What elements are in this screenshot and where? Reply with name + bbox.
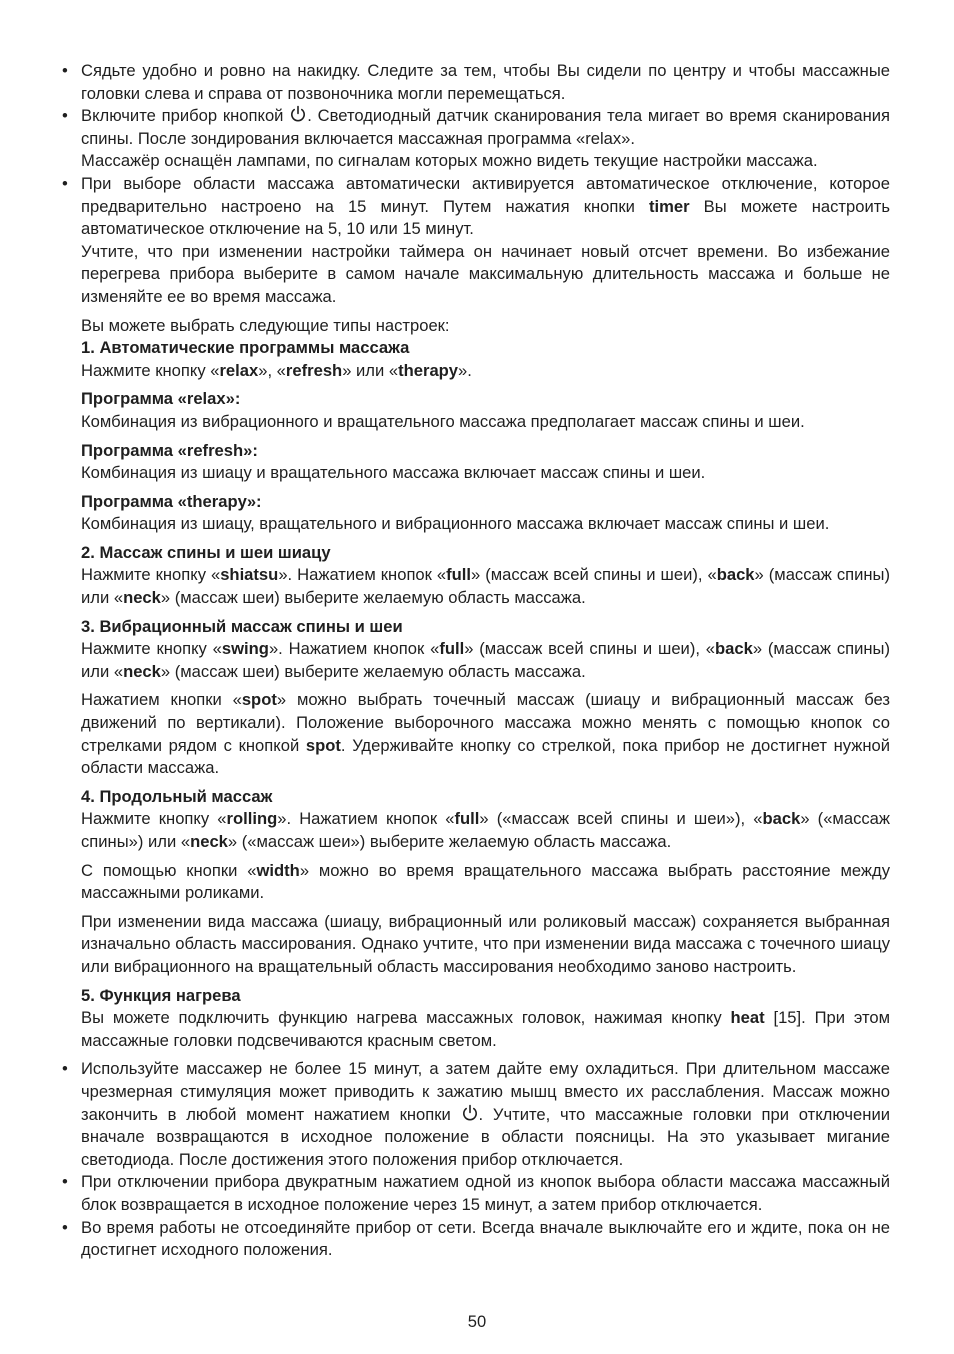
bullet-mark: • [62, 1172, 68, 1192]
bullet-text-post: . Учтите, что массажные головки при отключении вначале возвращаются в исходное положение в области поясницы. На это указывает мигание светодиода. После достижения этого положения прибор отключается. [81, 1104, 890, 1169]
power-icon [461, 1104, 479, 1122]
paragraph-heat: Вы можете подключить функцию нагрева массажных головок, нажимая кнопку heat [15]. При этом массажные головки подсвечиваются красным светом. [81, 1008, 891, 1050]
keyword-back: back [716, 565, 755, 585]
bullet-text: Сядьте удобно и ровно на накидку. Следите за тем, чтобы Вы сидели по центру и чтобы массажные головки слева и справа от позвоночника могли перемещаться. [81, 61, 890, 103]
paragraph-mode-change: При изменении вида массажа (шиацу, вибрационный или роликовый массаж) сохраняется выбранная изначально область массирования. Однако учтите, что при изменении вида массажа с точечного шиацу или вибрационного на вращательный область массирования необходимо заново настроить. [81, 911, 890, 976]
paragraph-lamps: Массажёр оснащён лампами, по сигналам которых можно видеть текущие настройки массажа. [81, 151, 818, 171]
keyword-refresh: refresh [285, 360, 343, 380]
bullet-mark: • [62, 1059, 68, 1079]
paragraph-shiatsu: Нажмите кнопку «shiatsu». Нажатием кнопок «full» (массаж всей спины и шеи), «back» (массаж спины) или «neck» (массаж шеи) выберите желаемую область массажа. [81, 565, 890, 608]
paragraph-therapy: Комбинация из шиацу, вращательного и вибрационного массажа включает массаж спины и шеи. [81, 514, 830, 534]
keyword-swing: swing [221, 639, 269, 659]
keyword-back: back [715, 639, 753, 659]
keyword-spot: spot [305, 735, 341, 755]
keyword-shiatsu: shiatsu [220, 565, 279, 585]
bullet-mark: • [62, 1217, 68, 1237]
keyword-neck: neck [123, 588, 161, 608]
section-heading-heat: 5. Функция нагрева [81, 985, 241, 1005]
keyword-neck: neck [123, 661, 161, 681]
paragraph-spot: Нажатием кнопки «spot» можно выбрать точечный массаж (шиацу и вибрационный массаж без движений по вертикали). Положение выборочного массажа можно менять с помощью кнопок со стрелками рядом с кнопкой spot. Удерживайте кнопку со стрелкой, пока прибор не достигнет нужной области массажа. [81, 690, 890, 778]
keyword-timer: timer [649, 196, 690, 216]
bullet-mark: • [62, 61, 68, 80]
paragraph-rolling: Нажмите кнопку «rolling». Нажатием кнопок «full» («массаж всей спины и шеи»), «back» («массаж спины») или «neck» («массаж шеи») выберите желаемую область массажа. [81, 809, 890, 851]
subheading-refresh: Программа «refresh»: [81, 440, 258, 460]
paragraph-types-intro: Вы можете выбрать следующие типы настроек: [81, 315, 450, 335]
section-heading-shiatsu: 2. Массаж спины и шеи шиацу [81, 542, 331, 562]
keyword-relax: relax [219, 360, 259, 380]
bullet-mark: • [62, 173, 68, 193]
subheading-relax: Программа «relax»: [81, 389, 241, 409]
bullet-text: Во время работы не отсоединяйте прибор от сети. Всегда вначале выключайте его и ждите, пока он не достигнет исходного положения. [81, 1217, 890, 1260]
bullet-text-post: Вы можете настроить автоматическое отключение на 5, 10 или 15 минут. [81, 196, 890, 239]
section-heading-auto-programs: 1. Автоматические программы массажа [81, 338, 410, 358]
page-number: 50 [467, 1312, 487, 1331]
bullet-item-unplug [62, 1217, 890, 1262]
bullet-item-double-press [62, 1171, 890, 1216]
paragraph-auto-programs: Нажмите кнопку «relax», «refresh» или «therapy». [81, 360, 472, 380]
paragraph-timer-note: Учтите, что при изменении настройки таймера он начинает новый отсчет времени. Во избежание перегрева прибора выберите в самом начале максимальную длительность массажа и больше не изменяйте ее во время массажа. [81, 241, 890, 306]
bullet-item-auto-off [62, 173, 890, 241]
keyword-spot: spot [241, 690, 277, 710]
section-heading-vibration: 3. Вибрационный массаж спины и шеи [81, 616, 403, 636]
bullet-text-pre: Включите прибор кнопкой [81, 106, 290, 126]
keyword-full: full [439, 639, 465, 659]
paragraph-width: С помощью кнопки «width» можно во время вращательного массажа выбрать расстояние между массажными роликами. [81, 860, 890, 903]
bullet-text-post: . Светодиодный датчик сканирования тела мигает во время сканирования спины. После зондирования включается массажная программа «relax». [81, 106, 890, 148]
keyword-heat: heat [730, 1008, 765, 1028]
keyword-neck: neck [190, 832, 228, 851]
paragraph-vibration: Нажмите кнопку «swing». Нажатием кнопок «full» (массаж всей спины и шеи), «back» (массаж спины) или «neck» (массаж шеи) выберите желаемую область массажа. [81, 639, 890, 681]
keyword-back: back [762, 809, 801, 829]
power-icon [289, 105, 307, 123]
bullet-text: При отключении прибора двукратным нажатием одной из кнопок выбора области массажа массажный блок возвращается в исходное положение через 15 минут, а затем прибор отключается. [81, 1172, 890, 1214]
paragraph-relax: Комбинация из вибрационного и вращательного массажа предполагает массаж спины и шеи. [81, 411, 805, 431]
keyword-rolling: rolling [226, 809, 278, 829]
document-page [62, 60, 890, 1262]
bullet-item-sit [62, 60, 890, 105]
section-heading-rolling: 4. Продольный массаж [81, 786, 273, 806]
bullet-mark: • [62, 106, 68, 126]
bullet-text-pre: При выборе области массажа автоматически активируется автоматическое отключение, которое предварительно настроено на 15 минут. Путем нажатия кнопки [81, 173, 890, 216]
keyword-full: full [446, 565, 472, 585]
keyword-full: full [454, 809, 480, 829]
bullet-text-pre: Используйте массажер не более 15 минут, а затем дайте ему охладиться. При длительном массаже чрезмерная стимуляция может приводить к зажатию мышц вместо их расслабления. Массаж можно закончить в любой момент нажатием кнопки [81, 1059, 890, 1124]
bullet-item-duration [62, 1058, 890, 1171]
bullet-item-power-on [62, 105, 890, 150]
paragraph-refresh: Комбинация из шиацу и вращательного массажа включает массаж спины и шеи. [81, 463, 706, 483]
keyword-width: width [256, 860, 300, 880]
keyword-therapy: therapy [398, 360, 459, 380]
subheading-therapy: Программа «therapy»: [81, 491, 262, 511]
